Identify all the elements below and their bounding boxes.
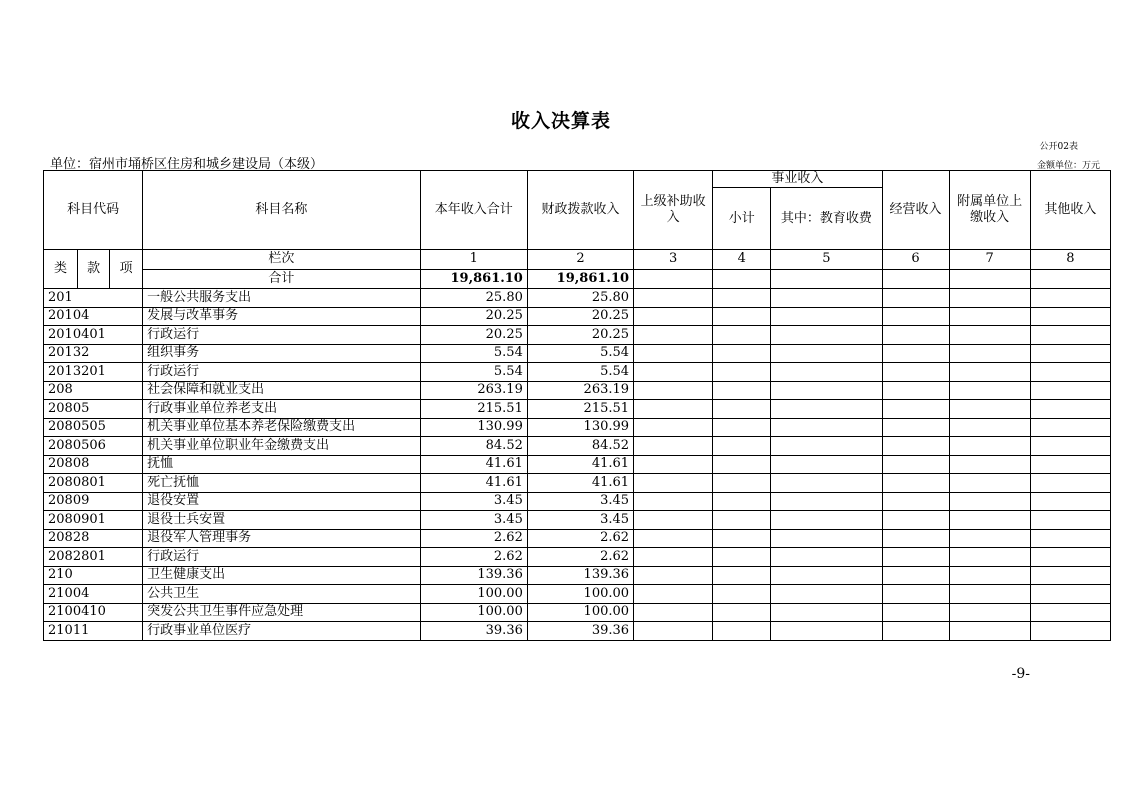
table-row (44, 363, 1111, 382)
empty-cell (713, 622, 771, 641)
empty-cell (882, 622, 949, 641)
empty-cell (713, 585, 771, 604)
other-income-header: 其他收入 (1030, 171, 1110, 250)
empty-cell (634, 529, 713, 548)
total-income-header: 本年收入合计 (420, 171, 527, 250)
total-income-cell: 41.61 (420, 455, 527, 474)
table-row (44, 381, 1111, 400)
empty-cell (713, 548, 771, 567)
table-row (44, 529, 1111, 548)
empty-cell (771, 455, 882, 474)
empty-cell (634, 363, 713, 382)
empty-cell (771, 326, 882, 345)
subject-name-cell: 突发公共卫生事件应急处理 (143, 603, 421, 622)
empty-cell (949, 511, 1030, 530)
empty-cell (1030, 418, 1110, 437)
subject-name-cell: 行政运行 (143, 363, 421, 382)
empty-cell (1030, 566, 1110, 585)
xiang-header: 项 (110, 250, 143, 289)
empty-cell (634, 400, 713, 419)
subject-code-cell: 20828 (44, 529, 143, 548)
fiscal-appropriation-cell: 100.00 (527, 585, 633, 604)
column-no-label: 栏次 (143, 250, 421, 270)
empty-cell (713, 511, 771, 530)
col-number: 3 (634, 250, 713, 270)
subject-code-cell: 20132 (44, 344, 143, 363)
subject-code-cell: 20805 (44, 400, 143, 419)
empty-cell (713, 326, 771, 345)
col-number: 2 (527, 250, 633, 270)
subject-name-cell: 退役士兵安置 (143, 511, 421, 530)
empty-cell (771, 363, 882, 382)
subject-name-cell: 抚恤 (143, 455, 421, 474)
fiscal-appropriation-value: 19,861.10 (527, 269, 633, 289)
subject-name-cell: 卫生健康支出 (143, 566, 421, 585)
table-row (44, 548, 1111, 567)
empty-cell (634, 566, 713, 585)
empty-cell (1030, 363, 1110, 382)
fiscal-appropriation-cell: 130.99 (527, 418, 633, 437)
column-number-row (44, 250, 1111, 270)
fiscal-appropriation-header: 财政拨款收入 (527, 171, 633, 250)
total-income-cell: 100.00 (420, 603, 527, 622)
table-row (44, 511, 1111, 530)
total-income-cell: 2.62 (420, 529, 527, 548)
empty-cell (949, 418, 1030, 437)
col-number: 4 (713, 250, 771, 270)
empty-cell (771, 381, 882, 400)
empty-cell (713, 400, 771, 419)
subject-code-cell: 21011 (44, 622, 143, 641)
empty-cell (882, 566, 949, 585)
empty-cell (949, 326, 1030, 345)
subject-code-cell: 201 (44, 289, 143, 308)
table-row (44, 474, 1111, 493)
empty-cell (713, 474, 771, 493)
table-row (44, 326, 1111, 345)
empty-cell (713, 529, 771, 548)
empty-cell (949, 622, 1030, 641)
header-row-top (44, 171, 1111, 188)
empty-cell (1030, 455, 1110, 474)
empty-cell (1030, 381, 1110, 400)
subject-name-cell: 行政事业单位医疗 (143, 622, 421, 641)
empty-cell (949, 344, 1030, 363)
empty-cell (634, 455, 713, 474)
form-number: 公开02表 (1039, 142, 1078, 152)
subtotal-header: 小计 (713, 188, 771, 250)
subject-name-cell: 死亡抚恤 (143, 474, 421, 493)
empty-cell (713, 492, 771, 511)
page-number: -9- (1011, 666, 1030, 682)
fiscal-appropriation-cell: 20.25 (527, 326, 633, 345)
total-income-cell: 2.62 (420, 548, 527, 567)
subject-code-cell: 208 (44, 381, 143, 400)
empty-cell (634, 622, 713, 641)
operating-income-header: 经营收入 (882, 171, 949, 250)
table-row (44, 307, 1111, 326)
table-row (44, 455, 1111, 474)
empty-cell (713, 289, 771, 308)
empty-cell (882, 437, 949, 456)
empty-cell (882, 585, 949, 604)
income-table (43, 170, 1111, 641)
empty-cell (882, 418, 949, 437)
total-income-cell: 215.51 (420, 400, 527, 419)
subject-code-cell: 20808 (44, 455, 143, 474)
fiscal-appropriation-cell: 20.25 (527, 307, 633, 326)
total-income-cell: 100.00 (420, 585, 527, 604)
total-income-cell: 20.25 (420, 326, 527, 345)
total-income-cell: 5.54 (420, 344, 527, 363)
fiscal-appropriation-cell: 215.51 (527, 400, 633, 419)
empty-cell (949, 585, 1030, 604)
total-income-cell: 39.36 (420, 622, 527, 641)
fiscal-appropriation-cell: 139.36 (527, 566, 633, 585)
subject-code-cell: 21004 (44, 585, 143, 604)
empty-cell (771, 344, 882, 363)
empty-cell (949, 548, 1030, 567)
empty-cell (882, 492, 949, 511)
total-income-cell: 20.25 (420, 307, 527, 326)
empty-cell (949, 455, 1030, 474)
fiscal-appropriation-cell: 3.45 (527, 511, 633, 530)
subject-name-cell: 行政运行 (143, 548, 421, 567)
subject-code-cell: 2080801 (44, 474, 143, 493)
total-income-cell: 3.45 (420, 511, 527, 530)
empty-cell (1030, 289, 1110, 308)
subject-name-cell: 机关事业单位职业年金缴费支出 (143, 437, 421, 456)
empty-cell (771, 307, 882, 326)
table-row (44, 418, 1111, 437)
table-row (44, 492, 1111, 511)
empty-cell (1030, 603, 1110, 622)
affiliated-income-header: 附属单位上缴收入 (949, 171, 1030, 250)
empty-cell (634, 326, 713, 345)
empty-cell (771, 622, 882, 641)
empty-cell (771, 585, 882, 604)
subject-name-cell: 社会保障和就业支出 (143, 381, 421, 400)
empty-cell (634, 289, 713, 308)
fiscal-appropriation-cell: 5.54 (527, 344, 633, 363)
empty-cell (634, 307, 713, 326)
col-number: 5 (771, 250, 882, 270)
unit-label: 单位：宿州市埇桥区住房和城乡建设局（本级） (50, 157, 324, 172)
empty-cell (949, 566, 1030, 585)
subject-name-cell: 一般公共服务支出 (143, 289, 421, 308)
lei-header: 类 (44, 250, 78, 289)
subject-code-cell: 20104 (44, 307, 143, 326)
subject-name-cell: 机关事业单位基本养老保险缴费支出 (143, 418, 421, 437)
empty-cell (1030, 326, 1110, 345)
business-income-header: 事业收入 (713, 171, 882, 188)
page-title: 收入决算表 (510, 110, 611, 132)
empty-cell (949, 492, 1030, 511)
empty-cell (771, 529, 882, 548)
empty-cell (882, 511, 949, 530)
subject-name-cell: 发展与改革事务 (143, 307, 421, 326)
fiscal-appropriation-cell: 39.36 (527, 622, 633, 641)
fiscal-appropriation-cell: 263.19 (527, 381, 633, 400)
fiscal-appropriation-cell: 100.00 (527, 603, 633, 622)
empty-cell (634, 492, 713, 511)
subject-code-cell: 20809 (44, 492, 143, 511)
table-row (44, 622, 1111, 641)
total-income-cell: 263.19 (420, 381, 527, 400)
empty-cell (1030, 529, 1110, 548)
empty-cell (882, 400, 949, 419)
empty-cell (634, 381, 713, 400)
empty-cell (771, 418, 882, 437)
total-income-cell: 25.80 (420, 289, 527, 308)
table-row (44, 566, 1111, 585)
empty-cell (949, 307, 1030, 326)
subject-code-cell: 2100410 (44, 603, 143, 622)
empty-cell (949, 400, 1030, 419)
empty-cell (949, 363, 1030, 382)
total-row (44, 269, 1111, 289)
fiscal-appropriation-cell: 84.52 (527, 437, 633, 456)
empty-cell (882, 474, 949, 493)
empty-cell (634, 344, 713, 363)
subject-code-cell: 2080505 (44, 418, 143, 437)
kuan-header: 款 (78, 250, 110, 289)
total-income-cell: 5.54 (420, 363, 527, 382)
table-row (44, 400, 1111, 419)
col-number: 1 (420, 250, 527, 270)
empty-cell (882, 344, 949, 363)
empty-cell (713, 307, 771, 326)
empty-cell (949, 603, 1030, 622)
empty-cell (634, 418, 713, 437)
subject-name-cell: 组织事务 (143, 344, 421, 363)
empty-cell (949, 381, 1030, 400)
empty-cell (634, 511, 713, 530)
fiscal-appropriation-cell: 2.62 (527, 529, 633, 548)
table-row (44, 437, 1111, 456)
empty-cell (882, 455, 949, 474)
empty-cell (771, 548, 882, 567)
empty-cell (713, 344, 771, 363)
empty-cell (1030, 511, 1110, 530)
empty-cell (882, 381, 949, 400)
total-label: 合计 (143, 269, 421, 289)
fiscal-appropriation-cell: 5.54 (527, 363, 633, 382)
fiscal-appropriation-cell: 25.80 (527, 289, 633, 308)
total-income-cell: 41.61 (420, 474, 527, 493)
empty-cell (634, 474, 713, 493)
empty-cell (1030, 437, 1110, 456)
empty-cell (882, 289, 949, 308)
amount-unit-label: 金额单位：万元 (1036, 161, 1100, 171)
subject-name-cell: 退役安置 (143, 492, 421, 511)
subject-code-cell: 2013201 (44, 363, 143, 382)
table-row (44, 585, 1111, 604)
empty-cell (771, 400, 882, 419)
empty-cell (771, 492, 882, 511)
empty-cell (634, 548, 713, 567)
fiscal-appropriation-cell: 41.61 (527, 474, 633, 493)
col-number: 8 (1030, 250, 1110, 270)
empty-cell (771, 603, 882, 622)
empty-cell (771, 289, 882, 308)
empty-cell (1030, 307, 1110, 326)
table-row (44, 344, 1111, 363)
total-income-cell: 130.99 (420, 418, 527, 437)
empty-cell (713, 437, 771, 456)
empty-cell (713, 363, 771, 382)
empty-cell (949, 437, 1030, 456)
total-income-cell: 139.36 (420, 566, 527, 585)
empty-cell (949, 289, 1030, 308)
education-fees-header: 其中：教育收费 (771, 188, 882, 250)
empty-cell (1030, 622, 1110, 641)
fiscal-appropriation-cell: 2.62 (527, 548, 633, 567)
empty-cell (882, 548, 949, 567)
table-row (44, 603, 1111, 622)
subject-name-cell: 公共卫生 (143, 585, 421, 604)
subject-name-cell: 行政事业单位养老支出 (143, 400, 421, 419)
empty-cell (882, 529, 949, 548)
subject-code-cell: 2010401 (44, 326, 143, 345)
subject-code-cell: 2080901 (44, 511, 143, 530)
empty-cell (771, 566, 882, 585)
empty-cell (882, 307, 949, 326)
empty-cell (634, 585, 713, 604)
subject-code-cell: 2080506 (44, 437, 143, 456)
empty-cell (949, 474, 1030, 493)
empty-cell (713, 603, 771, 622)
subject-name-cell: 退役军人管理事务 (143, 529, 421, 548)
col-number: 6 (882, 250, 949, 270)
empty-cell (949, 529, 1030, 548)
total-income-cell: 84.52 (420, 437, 527, 456)
subject-code-cell: 210 (44, 566, 143, 585)
total-income-value: 19,861.10 (420, 269, 527, 289)
empty-cell (882, 326, 949, 345)
subject-name-header: 科目名称 (143, 171, 421, 250)
subject-code-header: 科目代码 (44, 171, 143, 250)
empty-cell (713, 455, 771, 474)
subject-code-cell: 2082801 (44, 548, 143, 567)
empty-cell (882, 363, 949, 382)
empty-cell (713, 418, 771, 437)
superior-subsidy-header: 上级补助收入 (634, 171, 713, 250)
empty-cell (1030, 548, 1110, 567)
empty-cell (1030, 344, 1110, 363)
empty-cell (771, 437, 882, 456)
empty-cell (713, 381, 771, 400)
subject-name-cell: 行政运行 (143, 326, 421, 345)
table-row (44, 289, 1111, 308)
fiscal-appropriation-cell: 3.45 (527, 492, 633, 511)
empty-cell (1030, 474, 1110, 493)
total-income-cell: 3.45 (420, 492, 527, 511)
empty-cell (1030, 492, 1110, 511)
fiscal-appropriation-cell: 41.61 (527, 455, 633, 474)
empty-cell (634, 437, 713, 456)
empty-cell (713, 566, 771, 585)
empty-cell (771, 511, 882, 530)
col-number: 7 (949, 250, 1030, 270)
empty-cell (1030, 400, 1110, 419)
empty-cell (634, 603, 713, 622)
empty-cell (882, 603, 949, 622)
empty-cell (771, 474, 882, 493)
empty-cell (1030, 585, 1110, 604)
